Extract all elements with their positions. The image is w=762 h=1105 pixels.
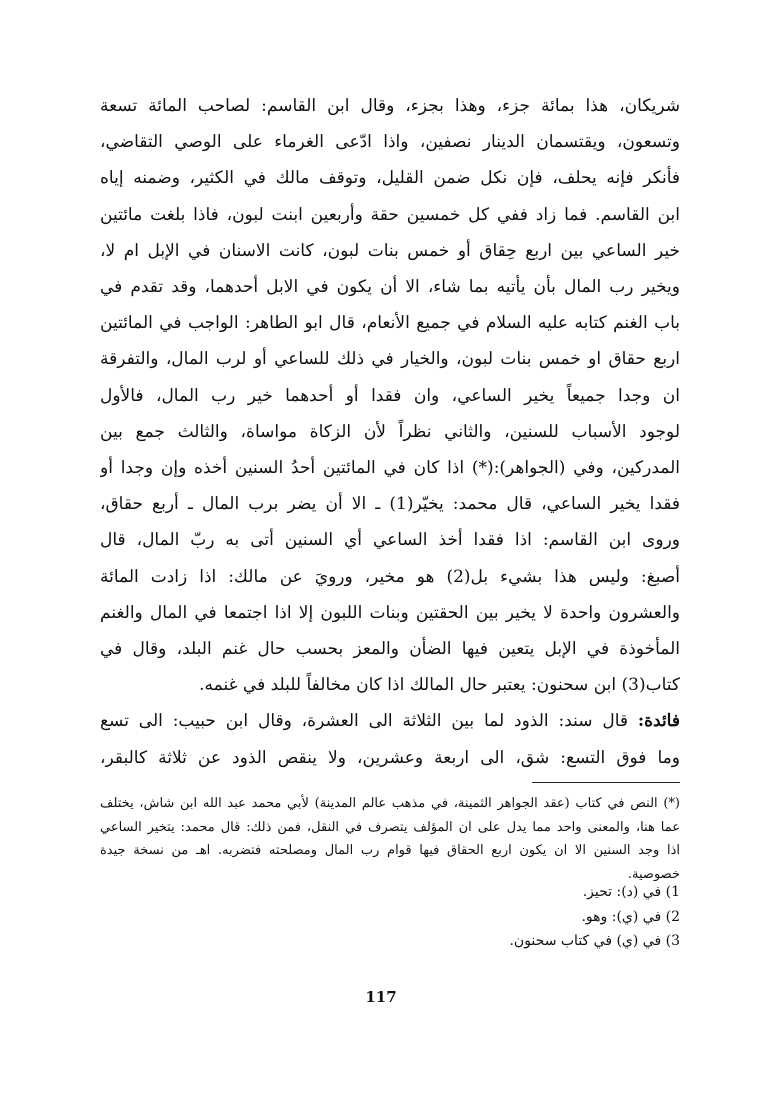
text-line: لوجود الأسباب للسنين، والثاني نظراً لأن الزكاة مواساة، والثالث جمع بين: [100, 421, 680, 442]
text-line: ابن القاسم. فما زاد ففي كل خمسين حقة وأربعين ابنت لبون، فاذا بلغت مائتين: [100, 204, 680, 225]
text-line: خير الساعي بين اربع حِقاق أو خمس بنات لبون، كانت الاسنان في الإبل ام لا،: [100, 240, 680, 261]
footnote: [100, 792, 680, 886]
text-line: باب الغنم كتابه عليه السلام في جميع الأنعام، قال ابو الطاهر: الواجب في المائتين: [100, 313, 680, 334]
text-line: ان وجدا جميعاً يخير الساعي، وان فقدا أو أحدهما خير رب المال، فالأول: [100, 385, 680, 406]
text-line: أصبغ: وليس هذا بشيء بل(2) هو مخير، ورويَ عن مالك: اذا زادت المائة: [100, 566, 680, 587]
fawaid-text: قال سند: الذود لما بين الثلاثة الى العشرة، وقال ابن حبيب: الى تسع: [100, 711, 628, 732]
main-text: [100, 88, 680, 776]
footnote-divider: [532, 782, 680, 783]
page-number: 117: [365, 988, 397, 1006]
footnote-line: اذا وجد السنين الا ان يكون اربع الحقاق فيها قوام رب المال ومصلحته فتضربه. اهـ من نسخة جيدة: [100, 843, 680, 858]
text-line: فقدا يخير الساعي، قال محمد: يخيّر(1) ـ الا أن يضر برب المال ـ أربع حقاق،: [100, 494, 680, 515]
note-item: 3) في (ي) في كتاب سحنون.: [509, 933, 680, 949]
fawaid-label: فائدة:: [637, 711, 680, 732]
fawaid-line: [100, 703, 680, 739]
note-item: 1) في (د): تحيز.: [582, 884, 680, 900]
footnote-line: عما هنا، والمعنى واحد مما يدل على ان المؤلف يتصرف في النقل، فمن ذلك: قال محمد: يتخير الساعي: [100, 819, 680, 835]
text-line: المدركين، وفي (الجواهر):(*) اذا كان في المائتين أحدُ السنين أخذه وإن وجدا أو: [100, 458, 680, 479]
text-line: كتاب(3) ابن سحنون: يعتبر حال المالك اذا كان مخالفاً للبلد في غنمه.: [199, 675, 680, 696]
text-line: وما فوق التسع: شق، الى اربعة وعشرين، ولا ينقص الذود عن ثلاثة كالبقر،: [100, 747, 680, 768]
text-line: ويخير رب المال بأن يأتيه بما شاء، الا أن يكون في الابل أحدهما، وقد تقدم في: [100, 277, 680, 298]
text-line: شريكان، هذا بمائة جزء، وهذا بجزء، وقال ابن القاسم: لصاحب المائة تسعة: [100, 96, 680, 116]
text-line: وتسعون، ويقتسمان الدينار نصفين، واذا ادّعى الغرماء على الوصي التقاضي،: [100, 132, 680, 153]
footnote-line: (*) النص في كتاب (عقد الجواهر الثمينة، في مذهب عالم المدينة) لأبي محمد عبد الله ابن شاش، يختلف: [100, 796, 680, 811]
note-item: 2) في (ي): وهو.: [581, 908, 680, 925]
text-line: فأنكر فإنه يحلف، فإن نكل ضمن القليل، وتوقف مالك في الكثير، وضمنه إياه: [100, 168, 680, 189]
text-line: اربع حقاق او خمس بنات لبون، والخيار في ذلك للساعي أو لرب المال، والتفرقة: [100, 349, 680, 370]
text-line: والعشرون واحدة لا يخير بين الحقتين وبنات اللبون إلا اذا اجتمعا في المال والغنم: [100, 602, 680, 623]
text-line: المأخوذة في الإبل يتعين فيها الضأن والمعز بحسب حال غنم البلد، وقال في: [100, 639, 680, 660]
text-line: وروى ابن القاسم: اذا فقدا أخذ الساعي أي السنين أتى به ربّ المال، قال: [100, 530, 680, 551]
footnote-line: خصوصية.: [627, 866, 680, 882]
variant-notes: [100, 880, 680, 954]
